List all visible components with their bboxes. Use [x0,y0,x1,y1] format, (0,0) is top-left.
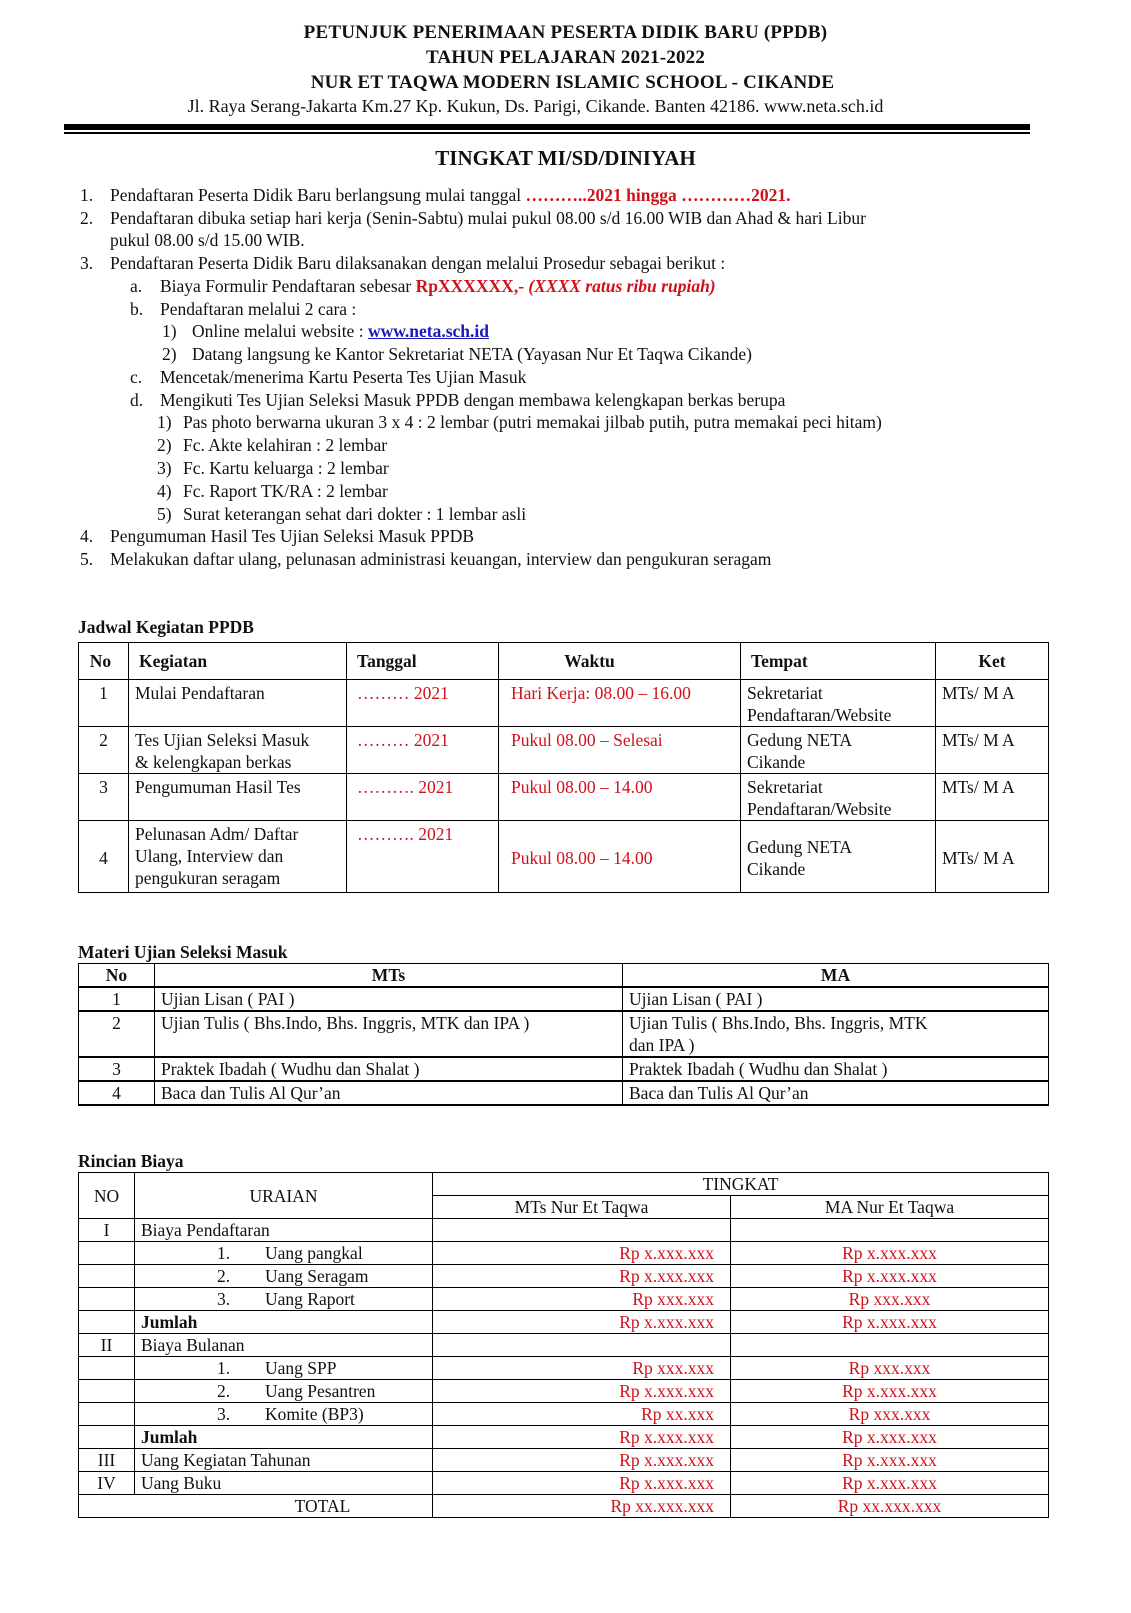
fee-ma: Rp xxx.xxx [731,1403,1049,1426]
row-time: Pukul 08.00 – Selesai [499,727,741,774]
fee-index: 2. [217,1266,231,1286]
row-no: 4 [79,821,129,893]
col-header-mts: MTs Nur Et Taqwa [433,1196,731,1219]
instruction-item-3b [130,298,356,320]
row-no: 1 [79,680,129,727]
row-mts-subject: Baca dan Tulis Al Qur’an [155,1081,623,1105]
item-letter: b. [130,299,144,319]
item-number: 3) [157,458,172,478]
place-line: Cikande [747,752,806,772]
empty-cell [79,1311,135,1334]
place-line: Pendaftaran/Website [747,799,892,819]
instruction-item-3 [80,252,725,274]
table-row [79,727,1049,774]
item-letter: a. [130,276,143,296]
col-header-ma: MA Nur Et Taqwa [731,1196,1049,1219]
table-row [79,821,1049,893]
col-header-tanggal: Tanggal [347,643,499,680]
activity-line: Tes Ujian Seleksi Masuk [135,730,310,750]
subject-line: dan IPA ) [629,1035,695,1055]
form-fee-amount: RpXXXXXX,- [415,276,529,296]
item-number: 1. [80,185,94,205]
col-header-ma: MA [623,964,1049,988]
level-title: TINGKAT MI/SD/DINIYAH [435,146,696,170]
exam-subjects-section-title: Materi Ujian Seleksi Masuk [78,942,288,962]
section-label: Biaya Bulanan [135,1334,433,1357]
item-text: Mencetak/menerima Kartu Peserta Tes Ujian Masuk [160,367,527,387]
col-header-tempat: Tempat [741,643,936,680]
empty-cell [731,1219,1049,1242]
fee-mts: Rp x.xxx.xxx [433,1380,731,1403]
fee-mts: Rp x.xxx.xxx [433,1265,731,1288]
row-no: 1 [79,987,155,1011]
fee-index: 1. [217,1358,231,1378]
fee-details-section-title: Rincian Biaya [78,1151,184,1171]
section-row [79,1472,1049,1495]
place-line: Cikande [747,858,806,879]
row-time: Pukul 08.00 – 14.00 [499,774,741,821]
item-number: 2) [157,435,172,455]
row-mts-subject: Ujian Lisan ( PAI ) [155,987,623,1011]
empty-cell [731,1334,1049,1357]
row-note: MTs/ M A [936,727,1049,774]
subtotal-ma: Rp x.xxx.xxx [731,1311,1049,1334]
table-header-row [79,1173,1049,1196]
place-line: Gedung NETA [747,730,853,750]
fee-row [79,1403,1049,1426]
subtotal-mts: Rp x.xxx.xxx [433,1311,731,1334]
fee-mts: Rp x.xxx.xxx [433,1472,731,1495]
empty-cell [79,1242,135,1265]
fee-name: Uang Pesantren [265,1381,376,1401]
row-no: 3 [79,774,129,821]
item-text: Melakukan daftar ulang, pelunasan administrasi keuangan, interview dan pengukuran seragam [110,549,772,569]
instruction-item-3c [130,366,526,388]
fee-label [135,1288,433,1311]
item-number: 1) [157,412,172,432]
row-note: MTs/ M A [936,680,1049,727]
row-no: 2 [79,727,129,774]
place-line: Sekretariat [747,683,823,703]
subtotal-label: Jumlah [135,1311,433,1334]
table-header-row [79,964,1049,988]
item-number: 5) [157,504,172,524]
item-text: Datang langsung ke Kantor Sekretariat NETA (Yayasan Nur Et Taqwa Cikande) [192,344,752,364]
school-name: NUR ET TAQWA MODERN ISLAMIC SCHOOL - CIKANDE [310,72,835,93]
fee-row [79,1242,1049,1265]
col-header-waktu: Waktu [499,643,741,680]
item-text: Fc. Akte kelahiran : 2 lembar [183,435,388,455]
section-row [79,1449,1049,1472]
item-text: Pengumuman Hasil Tes Ujian Seleksi Masuk PPDB [110,526,475,546]
fee-mts: Rp x.xxx.xxx [433,1449,731,1472]
fee-row [79,1380,1049,1403]
fee-row [79,1265,1049,1288]
activity-line: Ulang, Interview dan [135,846,284,866]
instruction-item-2 [80,207,866,229]
section-label: Biaya Pendaftaran [135,1219,433,1242]
row-time: Pukul 08.00 – 14.00 [499,821,741,893]
total-ma: Rp xx.xxx.xxx [731,1495,1049,1518]
document-requirement-1 [157,411,882,433]
empty-cell [79,1265,135,1288]
fee-row [79,1357,1049,1380]
row-date: ………. 2021 [347,774,499,821]
col-header-tingkat: TINGKAT [433,1173,1049,1196]
empty-cell [433,1334,731,1357]
fee-label [135,1242,433,1265]
row-date: ………. 2021 [347,821,499,893]
empty-cell [79,1288,135,1311]
item-number: 1) [162,321,177,341]
item-text: Fc. Kartu keluarga : 2 lembar [183,458,389,478]
instruction-item-3b1 [162,320,489,342]
item-number: 2. [80,208,94,228]
header-rule-thick [64,124,1030,130]
document-requirement-2 [157,434,387,456]
instruction-item-2-cont: pukul 08.00 s/d 15.00 WIB. [110,230,305,250]
section-row [79,1334,1049,1357]
section-number: II [79,1334,135,1357]
col-header-kegiatan: Kegiatan [129,643,347,680]
fee-label [135,1380,433,1403]
doc-title-line2: TAHUN PELAJARAN 2021-2022 [425,47,706,68]
row-date: ……… 2021 [347,680,499,727]
row-place [741,680,936,727]
fee-ma: Rp x.xxx.xxx [731,1242,1049,1265]
table-row [79,1057,1049,1081]
row-time: Hari Kerja: 08.00 – 16.00 [499,680,741,727]
empty-cell [79,1403,135,1426]
row-activity: Pengumuman Hasil Tes [129,774,347,821]
fee-label [135,1357,433,1380]
exam-subjects-table [78,963,1049,1106]
header-rule-thin [64,132,1030,134]
col-header-no: No [79,643,129,680]
place-line: Sekretariat [747,777,823,797]
instruction-item-4 [80,525,474,547]
row-activity [129,727,347,774]
document-requirement-3 [157,457,389,479]
table-row [79,680,1049,727]
fee-ma: Rp xxx.xxx [731,1288,1049,1311]
row-place [741,821,936,893]
table-row [79,987,1049,1011]
doc-title-line1: PETUNJUK PENERIMAAN PESERTA DIDIK BARU (PPDB) [303,22,828,43]
table-header-row [79,643,1049,680]
row-mts-subject: Praktek Ibadah ( Wudhu dan Shalat ) [155,1057,623,1081]
item-text: Online melalui website : [192,321,368,341]
col-header-no: NO [79,1173,135,1219]
subtotal-ma: Rp x.xxx.xxx [731,1426,1049,1449]
fee-row [79,1288,1049,1311]
section-number: I [79,1219,135,1242]
fee-index: 3. [217,1289,231,1309]
subtotal-row [79,1311,1049,1334]
fee-label [135,1403,433,1426]
item-text: Pas photo berwarna ukuran 3 x 4 : 2 lembar (putri memakai jilbab putih, putra memakai peci hitam) [183,412,882,432]
fee-name: Uang SPP [265,1358,337,1378]
section-number: III [79,1449,135,1472]
form-fee-words: (XXXX ratus ribu rupiah) [528,276,716,296]
fee-ma: Rp x.xxx.xxx [731,1449,1049,1472]
total-mts: Rp xx.xxx.xxx [433,1495,731,1518]
table-row [79,1011,1049,1057]
table-row [79,774,1049,821]
fee-index: 2. [217,1381,231,1401]
schedule-table [78,642,1049,893]
place-line: Gedung NETA [747,836,853,857]
item-text: Pendaftaran Peserta Didik Baru dilaksanakan dengan melalui Prosedur sebagai berikut : [110,253,726,273]
website-link[interactable]: www.neta.sch.id [367,321,489,341]
section-label: Uang Kegiatan Tahunan [135,1449,433,1472]
row-ma-subject: Ujian Lisan ( PAI ) [623,987,1049,1011]
item-number: 2) [162,344,177,364]
item-text: Pendaftaran dibuka setiap hari kerja (Senin-Sabtu) mulai pukul 08.00 s/d 16.00 WIB dan Ahad & hari Libur [110,208,866,228]
empty-cell [79,1426,135,1449]
row-activity [129,821,347,893]
row-note: MTs/ M A [936,774,1049,821]
row-ma-subject [623,1011,1049,1057]
table-row [79,1081,1049,1105]
item-text: Pendaftaran Peserta Didik Baru berlangsung mulai tanggal [110,185,526,205]
fee-mts: Rp x.xxx.xxx [433,1242,731,1265]
item-letter: c. [130,367,143,387]
item-number: 3. [80,253,94,273]
fee-mts: Rp xxx.xxx [433,1288,731,1311]
item-text: Surat keterangan sehat dari dokter : 1 lembar asli [183,504,527,524]
subtotal-row [79,1426,1049,1449]
instruction-item-3b2 [162,343,752,365]
item-letter: d. [130,390,144,410]
row-no: 4 [79,1081,155,1105]
fee-mts: Rp xx.xxx [433,1403,731,1426]
item-text: Fc. Raport TK/RA : 2 lembar [183,481,388,501]
total-row [79,1495,1049,1518]
row-mts-subject: Ujian Tulis ( Bhs.Indo, Bhs. Inggris, MTK dan IPA ) [155,1011,623,1057]
row-no: 2 [79,1011,155,1057]
fee-mts: Rp xxx.xxx [433,1357,731,1380]
col-header-mts: MTs [155,964,623,988]
fee-details-table [78,1172,1049,1518]
row-ma-subject: Baca dan Tulis Al Qur’an [623,1081,1049,1105]
section-row [79,1219,1049,1242]
item-text: Biaya Formulir Pendaftaran sebesar [160,276,416,296]
empty-cell [79,1380,135,1403]
activity-line: pengukuran seragam [135,868,281,888]
row-place [741,727,936,774]
total-label: TOTAL [79,1495,433,1518]
subtotal-label: Jumlah [135,1426,433,1449]
item-text: Pendaftaran melalui 2 cara : [160,299,357,319]
row-ma-subject: Praktek Ibadah ( Wudhu dan Shalat ) [623,1057,1049,1081]
row-activity: Mulai Pendaftaran [129,680,347,727]
subtotal-mts: Rp x.xxx.xxx [433,1426,731,1449]
subject-line: Ujian Tulis ( Bhs.Indo, Bhs. Inggris, MTK [629,1013,928,1033]
document-requirement-5 [157,503,526,525]
fee-name: Uang Seragam [265,1266,369,1286]
empty-cell [79,1357,135,1380]
fee-name: Komite (BP3) [265,1404,364,1424]
fee-ma: Rp xxx.xxx [731,1357,1049,1380]
section-label: Uang Buku [135,1472,433,1495]
fee-ma: Rp x.xxx.xxx [731,1380,1049,1403]
fee-name: Uang Raport [265,1289,355,1309]
item-text: Mengikuti Tes Ujian Seleksi Masuk PPDB dengan membawa kelengkapan berkas berupa [160,390,786,410]
school-address: Jl. Raya Serang-Jakarta Km.27 Kp. Kukun, Ds. Parigi, Cikande. Banten 42186. www.neta.sch.id [187,96,884,116]
fee-name: Uang pangkal [265,1243,363,1263]
fee-index: 1. [217,1243,231,1263]
fee-ma: Rp x.xxx.xxx [731,1472,1049,1495]
schedule-section-title: Jadwal Kegiatan PPDB [78,617,254,637]
fee-index: 3. [217,1404,231,1424]
fee-ma: Rp x.xxx.xxx [731,1265,1049,1288]
item-number: 4) [157,481,172,501]
row-note: MTs/ M A [936,821,1049,893]
instruction-item-5 [80,548,771,570]
empty-cell [433,1219,731,1242]
row-no: 3 [79,1057,155,1081]
activity-line: & kelengkapan berkas [135,752,292,772]
section-number: IV [79,1472,135,1495]
col-header-no: No [79,964,155,988]
instruction-item-1 [80,184,790,206]
fee-label [135,1265,433,1288]
activity-line: Pelunasan Adm/ Daftar [135,824,299,844]
instruction-item-3d [130,389,785,411]
item-number: 5. [80,549,94,569]
item-number: 4. [80,526,94,546]
instruction-item-3a [130,275,716,297]
row-date: ……… 2021 [347,727,499,774]
document-requirement-4 [157,480,388,502]
col-header-ket: Ket [936,643,1049,680]
row-place [741,774,936,821]
registration-period: ………..2021 hingga …………2021. [525,185,791,205]
place-line: Pendaftaran/Website [747,705,892,725]
col-header-uraian: URAIAN [135,1173,433,1219]
